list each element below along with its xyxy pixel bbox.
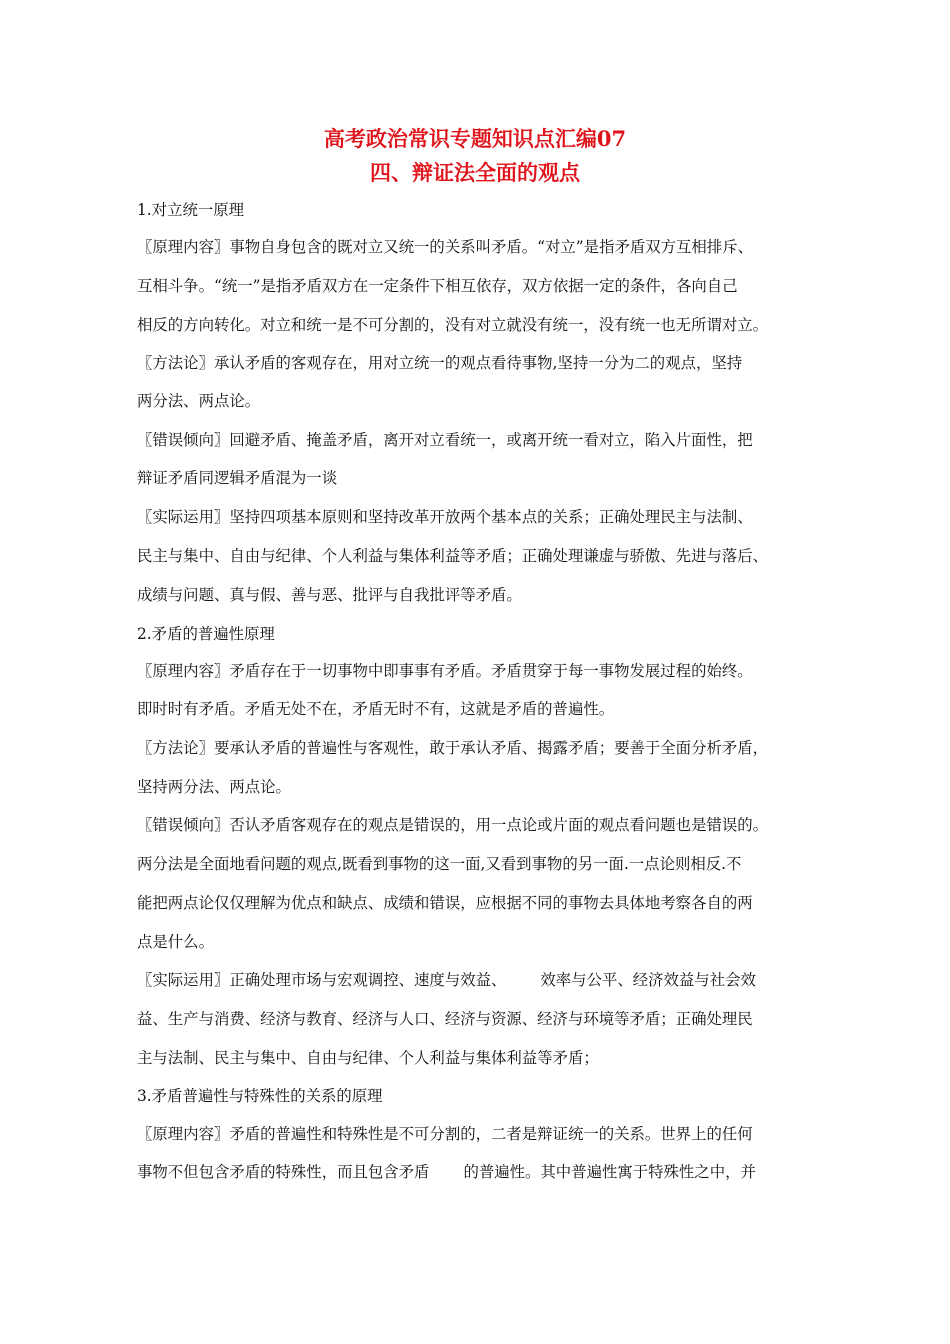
- paragraph-line: 点是什么。: [137, 933, 214, 951]
- document-title: 高考政治常识专题知识点汇编07: [323, 126, 627, 151]
- line-segment: 的普遍性。其中普遍性寓于特殊性之中，并: [463, 1163, 756, 1181]
- paragraph-line: 即时时有矛盾。矛盾无处不在，矛盾无时不有，这就是矛盾的普遍性。: [137, 700, 615, 718]
- paragraph-line: 民主与集中、自由与纪律、个人利益与集体利益等矛盾；正确处理谦虚与骄傲、先进与落后、: [137, 547, 769, 565]
- paragraph-line: 〖原理内容〗矛盾的普遍性和特殊性是不可分割的，二者是辩证统一的关系。世界上的任何: [137, 1125, 753, 1143]
- section-heading: 2.矛盾的普遍性原理: [137, 625, 275, 643]
- paragraph-line: 辩证矛盾同逻辑矛盾混为一谈: [137, 469, 338, 487]
- paragraph-line: [137, 969, 827, 991]
- paragraph-line: 〖错误倾向〗回避矛盾、掩盖矛盾，离开对立看统一，或离开统一看对立，陷入片面性，把: [137, 431, 753, 449]
- paragraph-line: 〖原理内容〗矛盾存在于一切事物中即事事有矛盾。矛盾贯穿于每一事物发展过程的始终。: [137, 662, 753, 680]
- paragraph-line: 益、生产与消费、经济与教育、经济与人口、经济与资源、经济与环境等矛盾；正确处理民: [137, 1010, 753, 1028]
- section-heading: 1.对立统一原理: [137, 201, 245, 219]
- paragraph-line: 互相斗争。“统一”是指矛盾双方在一定条件下相互依存，双方依据一定的条件，各向自己: [137, 277, 738, 295]
- paragraph-line: 能把两点论仅仅理解为优点和缺点、成绩和错误，应根据不同的事物去具体地考察各自的两: [137, 894, 753, 912]
- paragraph-line: 两分法是全面地看问题的观点,既看到事物的这一面,又看到事物的另一面.一点论则相反.不: [137, 855, 742, 873]
- paragraph-line: 两分法、两点论。: [137, 392, 261, 410]
- paragraph-line: 〖实际运用〗坚持四项基本原则和坚持改革开放两个基本点的关系；正确处理民主与法制、: [137, 508, 753, 526]
- paragraph-line: 〖原理内容〗事物自身包含的既对立又统一的关系叫矛盾。“对立”是指矛盾双方互相排斥、: [137, 238, 753, 256]
- paragraph-line: 主与法制、民主与集中、自由与纪律、个人利益与集体利益等矛盾；: [137, 1049, 599, 1067]
- paragraph-line: 坚持两分法、两点论。: [137, 778, 291, 796]
- paragraph-line: 〖错误倾向〗否认矛盾客观存在的观点是错误的，用一点论或片面的观点看问题也是错误的。: [137, 816, 769, 834]
- paragraph-line: 相反的方向转化。对立和统一是不可分割的，没有对立就没有统一，没有统一也无所谓对立。: [137, 316, 769, 334]
- line-segment: 效率与公平、经济效益与社会效: [540, 971, 756, 989]
- paragraph-line: 成绩与问题、真与假、善与恶、批评与自我批评等矛盾。: [137, 586, 522, 604]
- paragraph-line: [137, 1161, 827, 1183]
- paragraph-line: 〖方法论〗要承认矛盾的普遍性与客观性，敢于承认矛盾、揭露矛盾；要善于全面分析矛盾，: [137, 739, 769, 757]
- document-subtitle: 四、辩证法全面的观点: [370, 160, 580, 185]
- paragraph-line: 〖方法论〗承认矛盾的客观存在，用对立统一的观点看待事物,坚持一分为二的观点，坚持: [137, 354, 743, 372]
- line-segment: 〖实际运用〗正确处理市场与宏观调控、速度与效益、: [137, 971, 507, 989]
- line-segment: 事物不但包含矛盾的特殊性，而且包含矛盾: [137, 1163, 430, 1181]
- section-heading: 3.矛盾普遍性与特殊性的关系的原理: [137, 1087, 383, 1105]
